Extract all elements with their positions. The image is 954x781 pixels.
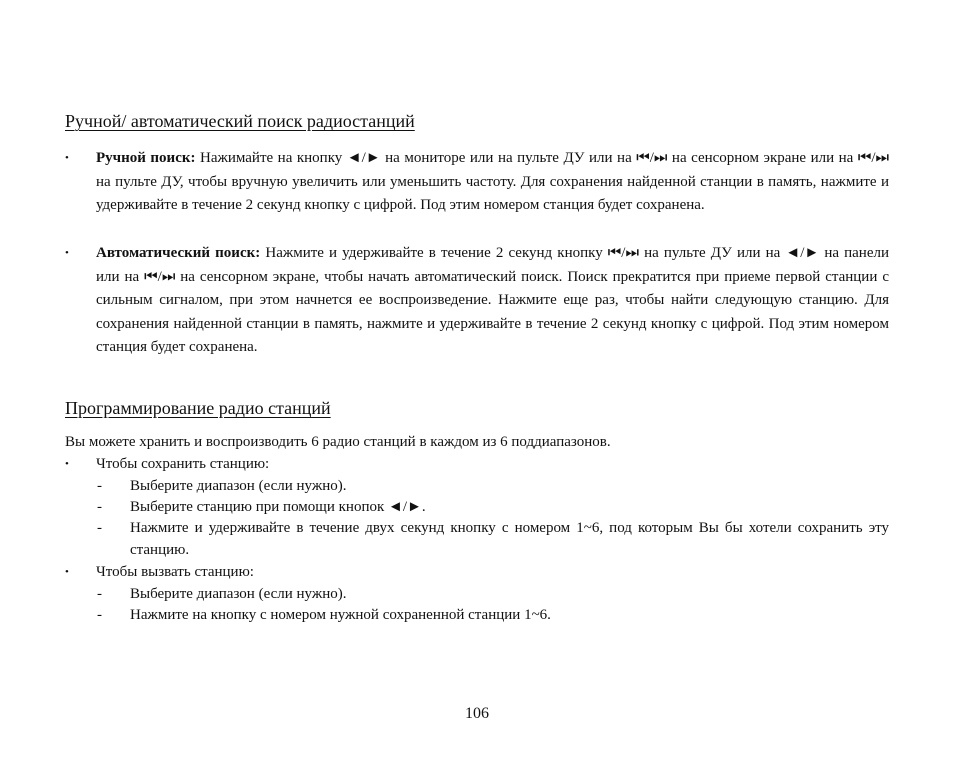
auto-search-text: Нажмите и удерживайте в течение 2 секунд кнопку ⏮/⏭ на пульте ДУ или на ◄/► на панели или на ⏮/⏭ на сенсорном экране, чтобы начать автоматический поиск. Поиск прекратится при приеме первой станции с сильным сигналом, при этом начнется ее воспроизведение. Нажмите еще раз, чтобы найти следующую станцию. Для сохранения найденной станции в память, нажмите и удерживайте в течение 2 секунд кнопку с цифрой. Под этим номером станция будет сохранена. bbox=[96, 245, 890, 355]
section-heading-search: Ручной/ автоматический поиск радиостанций bbox=[65, 111, 415, 131]
step-text: Нажмите и удерживайте в течение двух секунд кнопку с номером 1~6, под которым Вы бы хотели сохранить эту станцию. bbox=[130, 520, 889, 558]
dash-marker: - bbox=[97, 499, 102, 515]
step-text: Выберите станцию при помощи кнопок ◄/►. bbox=[130, 499, 426, 515]
step-text: Нажмите на кнопку с номером нужной сохраненной станции 1~6. bbox=[130, 607, 551, 623]
store-step-1 bbox=[97, 475, 889, 497]
intro-paragraph: Вы можете хранить и воспроизводить 6 радио станций в каждом из 6 поддиапазонов. bbox=[65, 434, 611, 450]
manual-search-label: Ручной поиск: bbox=[96, 150, 196, 166]
dash-marker: - bbox=[97, 586, 102, 602]
dash-marker: - bbox=[97, 520, 102, 536]
recall-title: Чтобы вызвать станцию: bbox=[96, 564, 254, 580]
step-text: Выберите диапазон (если нужно). bbox=[130, 478, 347, 494]
list-item-recall-station bbox=[65, 561, 254, 583]
manual-search-text: Нажимайте на кнопку ◄/► на мониторе или на пульте ДУ или на ⏮/⏭ на сенсорном экране или на ⏮/⏭ на пульте ДУ, чтобы вручную увеличить или уменьшить частоту. Для сохранения найденной станции в память, нажмите и удерживайте в течение 2 секунд кнопку с цифрой. Под этим номером станция будет сохранена. bbox=[96, 150, 889, 213]
bullet-icon: • bbox=[65, 566, 69, 578]
recall-step-2 bbox=[97, 604, 889, 626]
dash-marker: - bbox=[97, 478, 102, 494]
store-step-2 bbox=[97, 496, 889, 518]
store-title: Чтобы сохранить станцию: bbox=[96, 456, 270, 472]
list-item-auto-search bbox=[65, 242, 889, 360]
bullet-icon: • bbox=[65, 458, 69, 470]
bullet-icon: • bbox=[65, 152, 69, 164]
page-number: 106 bbox=[465, 705, 489, 722]
list-item-store-station bbox=[65, 453, 269, 475]
store-step-3 bbox=[97, 517, 889, 561]
dash-marker: - bbox=[97, 607, 102, 623]
bullet-icon: • bbox=[65, 247, 69, 259]
list-item-text bbox=[96, 147, 889, 218]
recall-step-1 bbox=[97, 583, 889, 605]
section-heading-programming: Программирование радио станций bbox=[65, 398, 331, 418]
list-item-text bbox=[96, 242, 889, 360]
list-item-manual-search bbox=[65, 147, 889, 218]
step-text: Выберите диапазон (если нужно). bbox=[130, 586, 347, 602]
auto-search-label: Автоматический поиск: bbox=[96, 245, 261, 261]
